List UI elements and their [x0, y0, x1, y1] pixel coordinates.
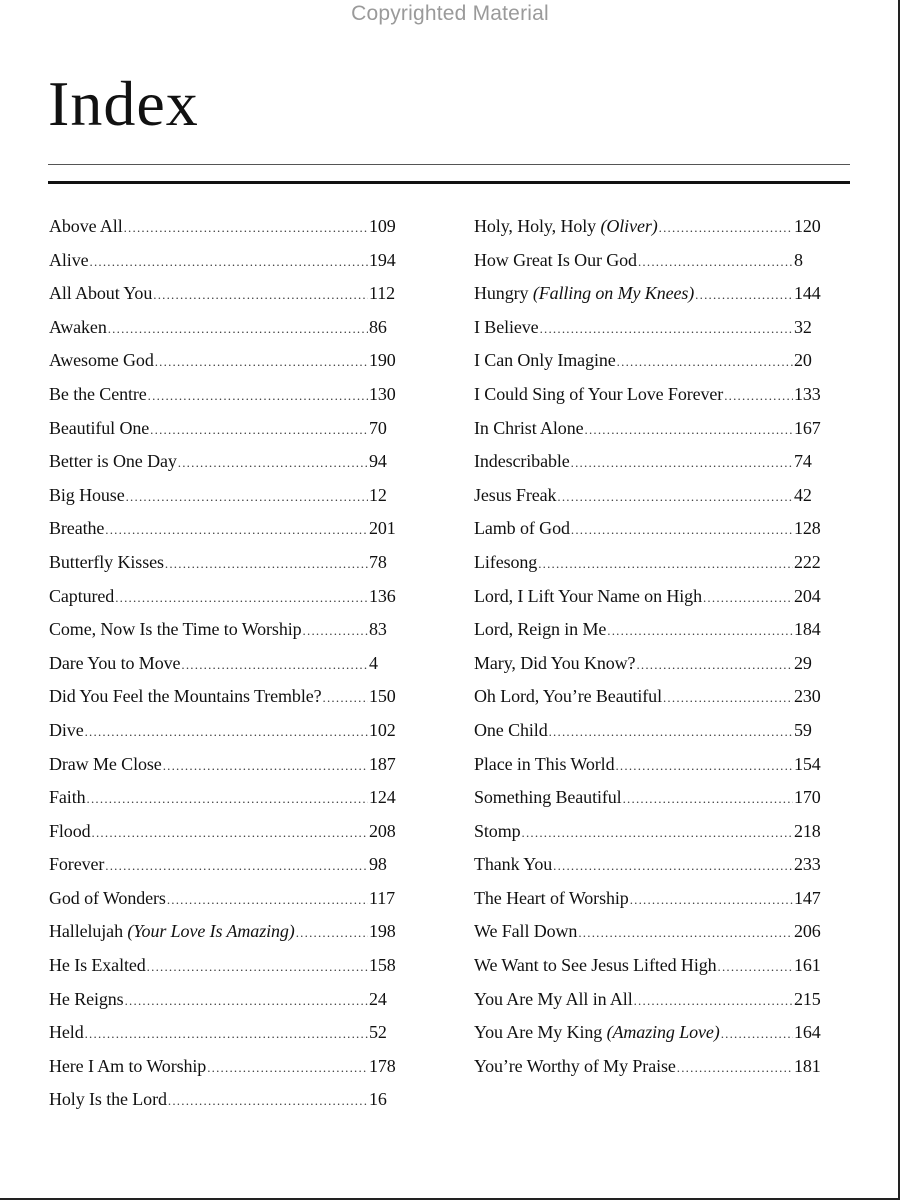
entry-title	[474, 714, 548, 748]
index-entry	[49, 781, 405, 815]
dot-leader	[623, 782, 793, 816]
index-entry	[49, 1083, 405, 1117]
entry-title	[49, 748, 162, 782]
entry-subtitle: (Falling on My Knees)	[532, 283, 695, 304]
entry-title-text: Faith	[49, 787, 86, 808]
entry-title-text: Big House	[49, 484, 125, 505]
dot-leader	[207, 1051, 368, 1085]
entry-title	[474, 748, 614, 782]
entry-title-text: Place in This World	[474, 753, 615, 774]
entry-title	[474, 680, 662, 714]
entry-title-text: I Could Sing of Your Love Forever	[474, 383, 724, 404]
entry-title-text: He Is Exalted	[49, 955, 146, 976]
entry-title-text: Here I Am to Worship	[49, 1055, 207, 1076]
dot-leader	[718, 950, 793, 984]
dot-leader	[571, 446, 793, 480]
entry-page-number: 154	[794, 753, 821, 774]
entry-title	[474, 210, 658, 244]
entry-title-text: You’re Worthy of My Praise	[474, 1055, 676, 1076]
entry-page-number: 128	[794, 518, 821, 539]
entry-subtitle: (Your Love Is Amazing)	[127, 921, 295, 942]
entry-title	[49, 815, 91, 849]
index-entry	[474, 714, 830, 748]
dot-leader	[578, 916, 793, 950]
entry-page-number: 161	[794, 955, 821, 976]
entry-title-text: Mary, Did You Know?	[474, 652, 636, 673]
entry-title-text: How Great Is Our God	[474, 249, 637, 270]
dot-leader	[724, 379, 793, 413]
entry-title	[49, 714, 84, 748]
dot-leader	[303, 614, 368, 648]
entry-title-text: Above All	[49, 216, 123, 236]
entry-title	[49, 983, 124, 1017]
entry-title	[49, 445, 177, 479]
index-entry	[474, 412, 830, 446]
entry-title	[49, 1016, 84, 1050]
index-column-left	[49, 210, 405, 1117]
entry-page-number: 102	[369, 719, 396, 740]
entry-title	[49, 412, 149, 446]
dot-leader	[617, 345, 793, 379]
dot-leader	[677, 1051, 793, 1085]
dot-leader	[147, 950, 368, 984]
entry-title	[474, 815, 521, 849]
entry-subtitle: (Oliver)	[600, 216, 658, 236]
index-entry	[474, 479, 830, 513]
index-entry	[49, 983, 405, 1017]
entry-title	[49, 613, 302, 647]
entry-title	[49, 244, 89, 278]
entry-title	[474, 1050, 676, 1084]
index-entry	[474, 613, 830, 647]
entry-page-number: 98	[369, 854, 387, 875]
index-entry	[49, 714, 405, 748]
entry-title-text: Dive	[49, 719, 84, 740]
index-entry	[474, 882, 830, 916]
entry-title	[474, 647, 635, 681]
index-entry	[474, 647, 830, 681]
dot-leader	[540, 312, 793, 346]
dot-leader	[323, 681, 368, 715]
dot-leader	[148, 379, 368, 413]
dot-leader	[553, 849, 793, 883]
entry-page-number: 120	[794, 216, 821, 236]
entry-title-text: We Want to See Jesus Lifted High	[474, 955, 717, 976]
entry-title-text: Lamb of God	[474, 518, 570, 539]
entry-page-number: 144	[794, 283, 821, 304]
entry-title	[49, 1050, 206, 1084]
entry-title-text: Held	[49, 1022, 84, 1043]
dot-leader	[125, 984, 368, 1018]
entry-title-text: Draw Me Close	[49, 753, 162, 774]
entry-title	[474, 412, 584, 446]
entry-title	[474, 546, 537, 580]
entry-title-text: Lord, Reign in Me	[474, 619, 607, 640]
entry-title	[474, 882, 629, 916]
entry-title	[474, 344, 616, 378]
dot-leader	[703, 581, 793, 615]
entry-title-text: Did You Feel the Mountains Tremble?	[49, 686, 322, 707]
dot-leader	[150, 413, 368, 447]
entry-page-number: 8	[794, 249, 803, 270]
entry-title	[474, 378, 723, 412]
entry-title-text: Hungry	[474, 283, 529, 304]
index-entry	[474, 1016, 830, 1050]
dot-leader	[549, 715, 793, 749]
entry-page-number: 52	[369, 1022, 387, 1043]
entry-page-number: 204	[794, 585, 821, 606]
dot-leader	[636, 648, 793, 682]
entry-title	[474, 479, 556, 513]
entry-title-text: Alive	[49, 249, 89, 270]
entry-page-number: 230	[794, 686, 821, 707]
entry-page-number: 86	[369, 316, 387, 337]
index-entry	[49, 479, 405, 513]
entry-title	[49, 277, 152, 311]
entry-page-number: 147	[794, 887, 821, 908]
index-entry	[49, 815, 405, 849]
index-entry	[49, 412, 405, 446]
entry-title-text: The Heart of Worship	[474, 887, 629, 908]
entry-title-text: I Believe	[474, 316, 539, 337]
index-entry	[474, 915, 830, 949]
index-entry	[474, 244, 830, 278]
dot-leader	[178, 446, 368, 480]
dot-leader	[615, 749, 793, 783]
entry-title-text: Something Beautiful	[474, 787, 622, 808]
entry-title-text: Forever	[49, 854, 105, 875]
entry-page-number: 198	[369, 921, 396, 942]
entry-page-number: 117	[369, 887, 396, 908]
entry-title-text: I Can Only Imagine	[474, 350, 616, 371]
entry-title-text: You Are My King	[474, 1022, 603, 1043]
entry-title-text: In Christ Alone	[474, 417, 584, 438]
index-entry	[49, 244, 405, 278]
entry-page-number: 133	[794, 383, 821, 404]
index-entry	[49, 848, 405, 882]
entry-page-number: 124	[369, 787, 396, 808]
entry-page-number: 83	[369, 619, 387, 640]
dot-leader	[126, 480, 368, 514]
entry-title	[474, 983, 633, 1017]
index-entry	[474, 344, 830, 378]
index-entry	[474, 378, 830, 412]
index-entry	[474, 748, 830, 782]
entry-page-number: 150	[369, 686, 396, 707]
entry-title-text: Beautiful One	[49, 417, 150, 438]
entry-title-text: All About You	[49, 283, 153, 304]
entry-title-text: Come, Now Is the Time to Worship	[49, 619, 302, 640]
entry-title	[474, 613, 606, 647]
entry-page-number: 94	[369, 451, 387, 472]
entry-page-number: 201	[369, 518, 396, 539]
dot-leader	[538, 547, 793, 581]
dot-leader	[663, 681, 793, 715]
entry-title	[49, 1083, 167, 1117]
entry-title-text: Thank You	[474, 854, 553, 875]
entry-title	[474, 848, 552, 882]
index-entry	[474, 1050, 830, 1084]
title-rule-thin	[48, 164, 850, 165]
entry-page-number: 233	[794, 854, 821, 875]
entry-page-number: 215	[794, 988, 821, 1009]
entry-title-text: Be the Centre	[49, 383, 147, 404]
index-entry	[49, 1050, 405, 1084]
dot-leader	[659, 211, 793, 245]
index-entry	[474, 848, 830, 882]
entry-page-number: 16	[369, 1089, 387, 1110]
entry-page-number: 42	[794, 484, 812, 505]
entry-page-number: 222	[794, 551, 821, 572]
entry-title-text: Better is One Day	[49, 451, 177, 472]
entry-page-number: 74	[794, 451, 812, 472]
index-entry	[49, 277, 405, 311]
entry-title	[49, 647, 180, 681]
entry-title-text: Hallelujah	[49, 921, 123, 942]
entry-title	[49, 580, 114, 614]
dot-leader	[87, 782, 368, 816]
index-entry	[49, 882, 405, 916]
dot-leader	[721, 1017, 793, 1051]
index-entry	[49, 580, 405, 614]
entry-title	[474, 244, 637, 278]
index-entry	[49, 647, 405, 681]
entry-page-number: 20	[794, 350, 812, 371]
entry-page-number: 112	[369, 283, 396, 304]
entry-title	[49, 781, 86, 815]
index-entry	[474, 580, 830, 614]
index-entry	[49, 378, 405, 412]
dot-leader	[124, 211, 368, 245]
entry-page-number: 164	[794, 1022, 821, 1043]
entry-title-text: Holy Is the Lord	[49, 1089, 167, 1110]
entry-page-number: 130	[369, 383, 396, 404]
entry-title	[49, 378, 147, 412]
dot-leader	[105, 513, 368, 547]
entry-title	[474, 311, 539, 345]
entry-title	[49, 344, 154, 378]
entry-title	[474, 949, 717, 983]
index-entry	[49, 445, 405, 479]
dot-leader	[165, 547, 368, 581]
entry-page-number: 208	[369, 820, 396, 841]
entry-title	[49, 479, 125, 513]
dot-leader	[115, 581, 368, 615]
entry-title	[474, 277, 694, 311]
dot-leader	[695, 278, 793, 312]
entry-title-text: Dare You to Move	[49, 652, 181, 673]
entry-page-number: 170	[794, 787, 821, 808]
index-entry	[49, 344, 405, 378]
index-entry	[49, 613, 405, 647]
entry-page-number: 206	[794, 921, 821, 942]
entry-title-text: Lord, I Lift Your Name on High	[474, 585, 702, 606]
index-entry	[49, 680, 405, 714]
index-entry	[474, 983, 830, 1017]
dot-leader	[634, 984, 793, 1018]
dot-leader	[167, 883, 368, 917]
dot-leader	[108, 312, 368, 346]
dot-leader	[85, 1017, 368, 1051]
entry-title	[49, 915, 295, 949]
entry-title	[49, 949, 146, 983]
index-entry	[474, 815, 830, 849]
index-entry	[49, 311, 405, 345]
index-entry	[474, 277, 830, 311]
dot-leader	[92, 816, 368, 850]
entry-title-text: Jesus Freak	[474, 484, 557, 505]
index-entry	[49, 546, 405, 580]
entry-subtitle: (Amazing Love)	[606, 1022, 720, 1043]
dot-leader	[181, 648, 368, 682]
entry-title	[49, 512, 104, 546]
entry-title-text: We Fall Down	[474, 921, 578, 942]
entry-title	[474, 781, 622, 815]
entry-title-text: Butterfly Kisses	[49, 551, 164, 572]
entry-title-text: Oh Lord, You’re Beautiful	[474, 686, 662, 707]
entry-title	[49, 848, 104, 882]
dot-leader	[163, 749, 368, 783]
copyright-watermark: Copyrighted Material	[351, 2, 549, 25]
entry-title-text: One Child	[474, 719, 548, 740]
entry-title-text: Captured	[49, 585, 115, 606]
dot-leader	[85, 715, 368, 749]
index-entry	[474, 781, 830, 815]
index-entry	[474, 512, 830, 546]
entry-page-number: 190	[369, 350, 396, 371]
entry-page-number: 187	[369, 753, 396, 774]
entry-title	[474, 445, 570, 479]
index-entry	[474, 445, 830, 479]
entry-title-text: Awaken	[49, 316, 107, 337]
entry-title-text: Breathe	[49, 518, 105, 539]
index-entry	[49, 915, 405, 949]
entry-title-text: Awesome God	[49, 350, 154, 371]
entry-page-number: 78	[369, 551, 387, 572]
dot-leader	[585, 413, 794, 447]
entry-title-text: God of Wonders	[49, 887, 166, 908]
entry-title	[49, 311, 107, 345]
entry-title	[49, 210, 123, 244]
entry-title	[474, 915, 577, 949]
title-rule-thick	[48, 181, 850, 184]
entry-title	[49, 882, 166, 916]
dot-leader	[168, 1084, 368, 1118]
entry-page-number: 109	[369, 216, 396, 236]
entry-page-number: 59	[794, 719, 812, 740]
index-entry	[474, 311, 830, 345]
dot-leader	[153, 278, 368, 312]
dot-leader	[155, 345, 368, 379]
entry-page-number: 194	[369, 249, 396, 270]
dot-leader	[296, 916, 368, 950]
entry-page-number: 32	[794, 316, 812, 337]
entry-title	[49, 680, 322, 714]
entry-title-text: Holy, Holy, Holy	[474, 216, 597, 236]
entry-page-number: 178	[369, 1055, 396, 1076]
index-entry	[49, 748, 405, 782]
dot-leader	[571, 513, 793, 547]
entry-page-number: 12	[369, 484, 387, 505]
entry-page-number: 136	[369, 585, 396, 606]
index-column-right	[474, 210, 830, 1083]
dot-leader	[630, 883, 793, 917]
entry-title-text: Flood	[49, 820, 91, 841]
dot-leader	[638, 245, 793, 279]
index-entry	[49, 949, 405, 983]
entry-page-number: 70	[369, 417, 387, 438]
index-entry	[474, 680, 830, 714]
entry-title	[474, 512, 570, 546]
index-entry	[49, 512, 405, 546]
entry-title-text: Stomp	[474, 820, 521, 841]
entry-title	[474, 1016, 720, 1050]
entry-page-number: 4	[369, 652, 378, 673]
entry-title-text: He Reigns	[49, 988, 124, 1009]
dot-leader	[522, 816, 793, 850]
dot-leader	[607, 614, 793, 648]
entry-title	[474, 580, 702, 614]
entry-title-text: You Are My All in All	[474, 988, 633, 1009]
index-entry	[49, 210, 405, 244]
entry-title-text: Lifesong	[474, 551, 538, 572]
index-entry	[474, 949, 830, 983]
entry-page-number: 167	[794, 417, 821, 438]
entry-page-number: 184	[794, 619, 821, 640]
dot-leader	[557, 480, 793, 514]
dot-leader	[90, 245, 369, 279]
index-entry	[49, 1016, 405, 1050]
entry-title-text: Indescribable	[474, 451, 570, 472]
index-entry	[474, 546, 830, 580]
entry-title	[49, 546, 164, 580]
entry-page-number: 24	[369, 988, 387, 1009]
entry-page-number: 181	[794, 1055, 821, 1076]
entry-page-number: 29	[794, 652, 812, 673]
index-entry	[474, 210, 830, 244]
dot-leader	[105, 849, 368, 883]
page-title: Index	[48, 68, 199, 139]
entry-page-number: 158	[369, 955, 396, 976]
entry-page-number: 218	[794, 820, 821, 841]
